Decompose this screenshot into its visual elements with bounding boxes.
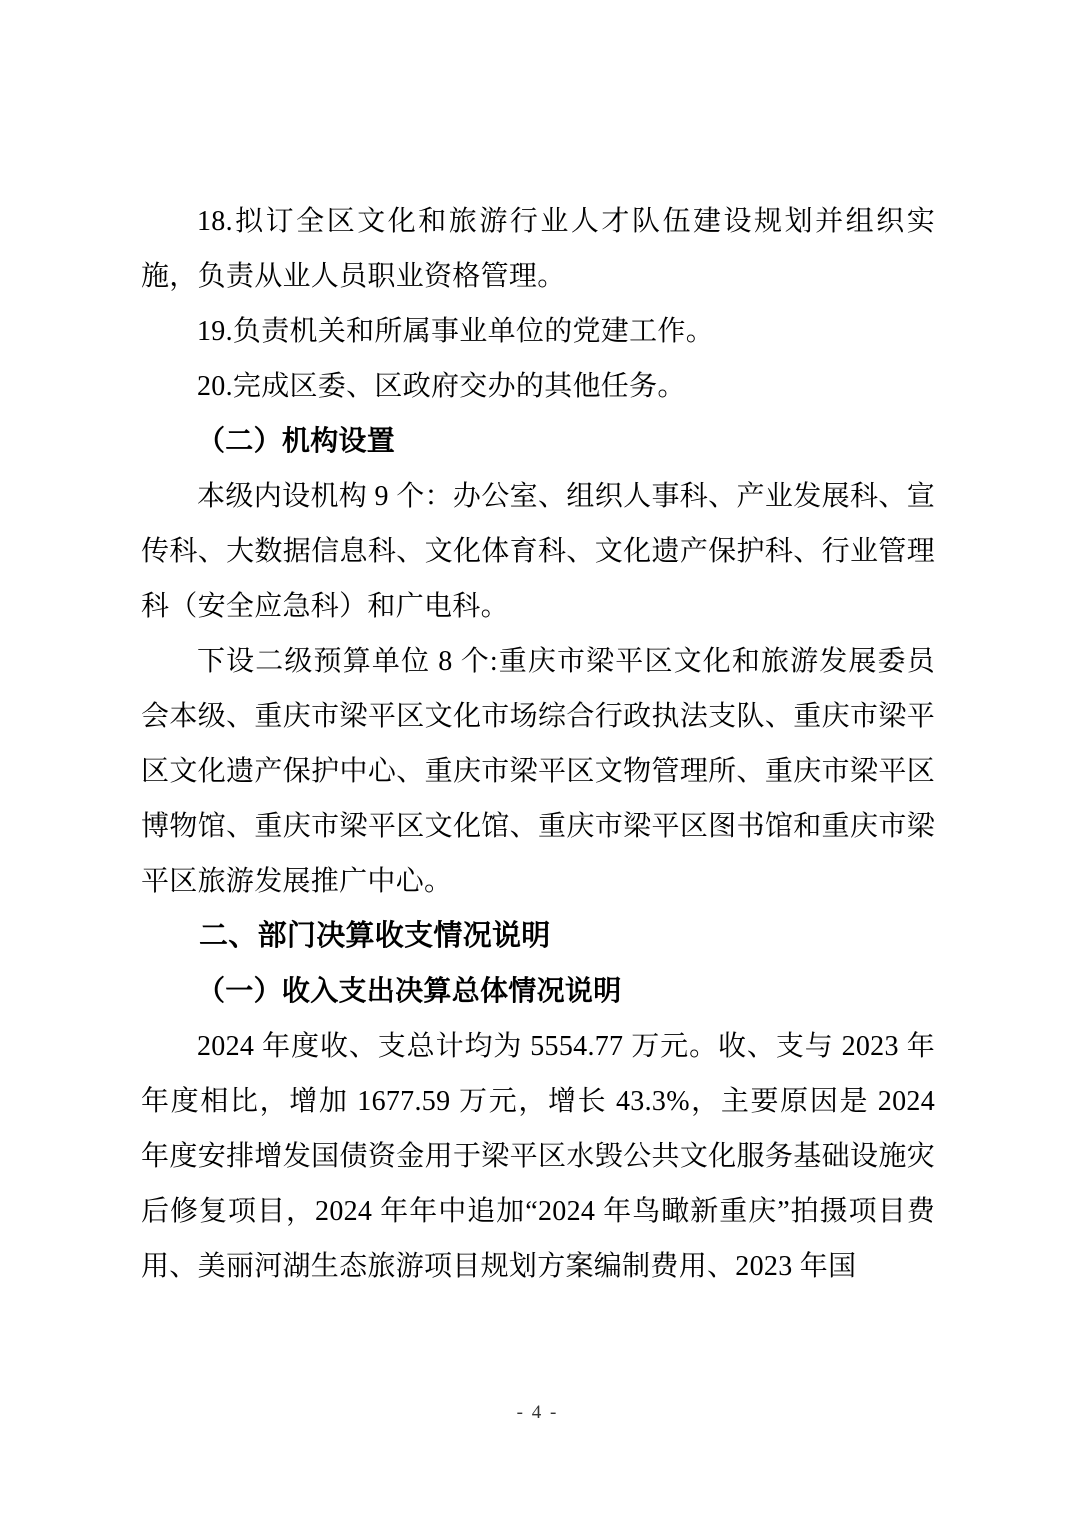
paragraph-internal-organs: 本级内设机构 9 个：办公室、组织人事科、产业发展科、宣传科、大数据信息科、文化体育科、文化遗产保护科、行业管理科（安全应急科）和广电科。	[141, 481, 935, 622]
heading-income-expense-summary: （一）收入支出决算总体情况说明	[197, 976, 622, 1007]
heading-organization-setup: （二）机构设置	[197, 426, 396, 457]
paragraph-duty-20: 20.完成区委、区政府交办的其他任务。	[197, 371, 686, 402]
paragraph-budget-units: 下设二级预算单位 8 个:重庆市梁平区文化和旅游发展委员会本级、重庆市梁平区文化市场综合行政执法支队、重庆市梁平区文化遗产保护中心、重庆市梁平区文物管理所、重庆市梁平区博物馆、重庆市梁平区文化馆、重庆市梁平区图书馆和重庆市梁平区旅游发展推广中心。	[141, 646, 935, 897]
heading-final-accounts-overview: 二、部门决算收支情况说明	[199, 920, 551, 952]
document-body	[141, 194, 935, 1294]
page-number: - 4 -	[516, 1402, 559, 1423]
paragraph-duty-19: 19.负责机关和所属事业单位的党建工作。	[197, 316, 715, 347]
paragraph-totals-explanation: 2024 年度收、支总计均为 5554.77 万元。收、支与 2023 年年度相比，增加 1677.59 万元，增长 43.3%，主要原因是 2024 年度安排增发国债资金用于梁平区水毁公共文化服务基础设施灾后修复项目，2024 年年中追加“2024 年鸟瞰新重庆”拍摄项目费用、美丽河湖生态旅游项目规划方案编制费用、2023 年国	[141, 1031, 935, 1282]
paragraph-duty-18: 18.拟订全区文化和旅游行业人才队伍建设规划并组织实施，负责从业人员职业资格管理。	[141, 206, 935, 292]
